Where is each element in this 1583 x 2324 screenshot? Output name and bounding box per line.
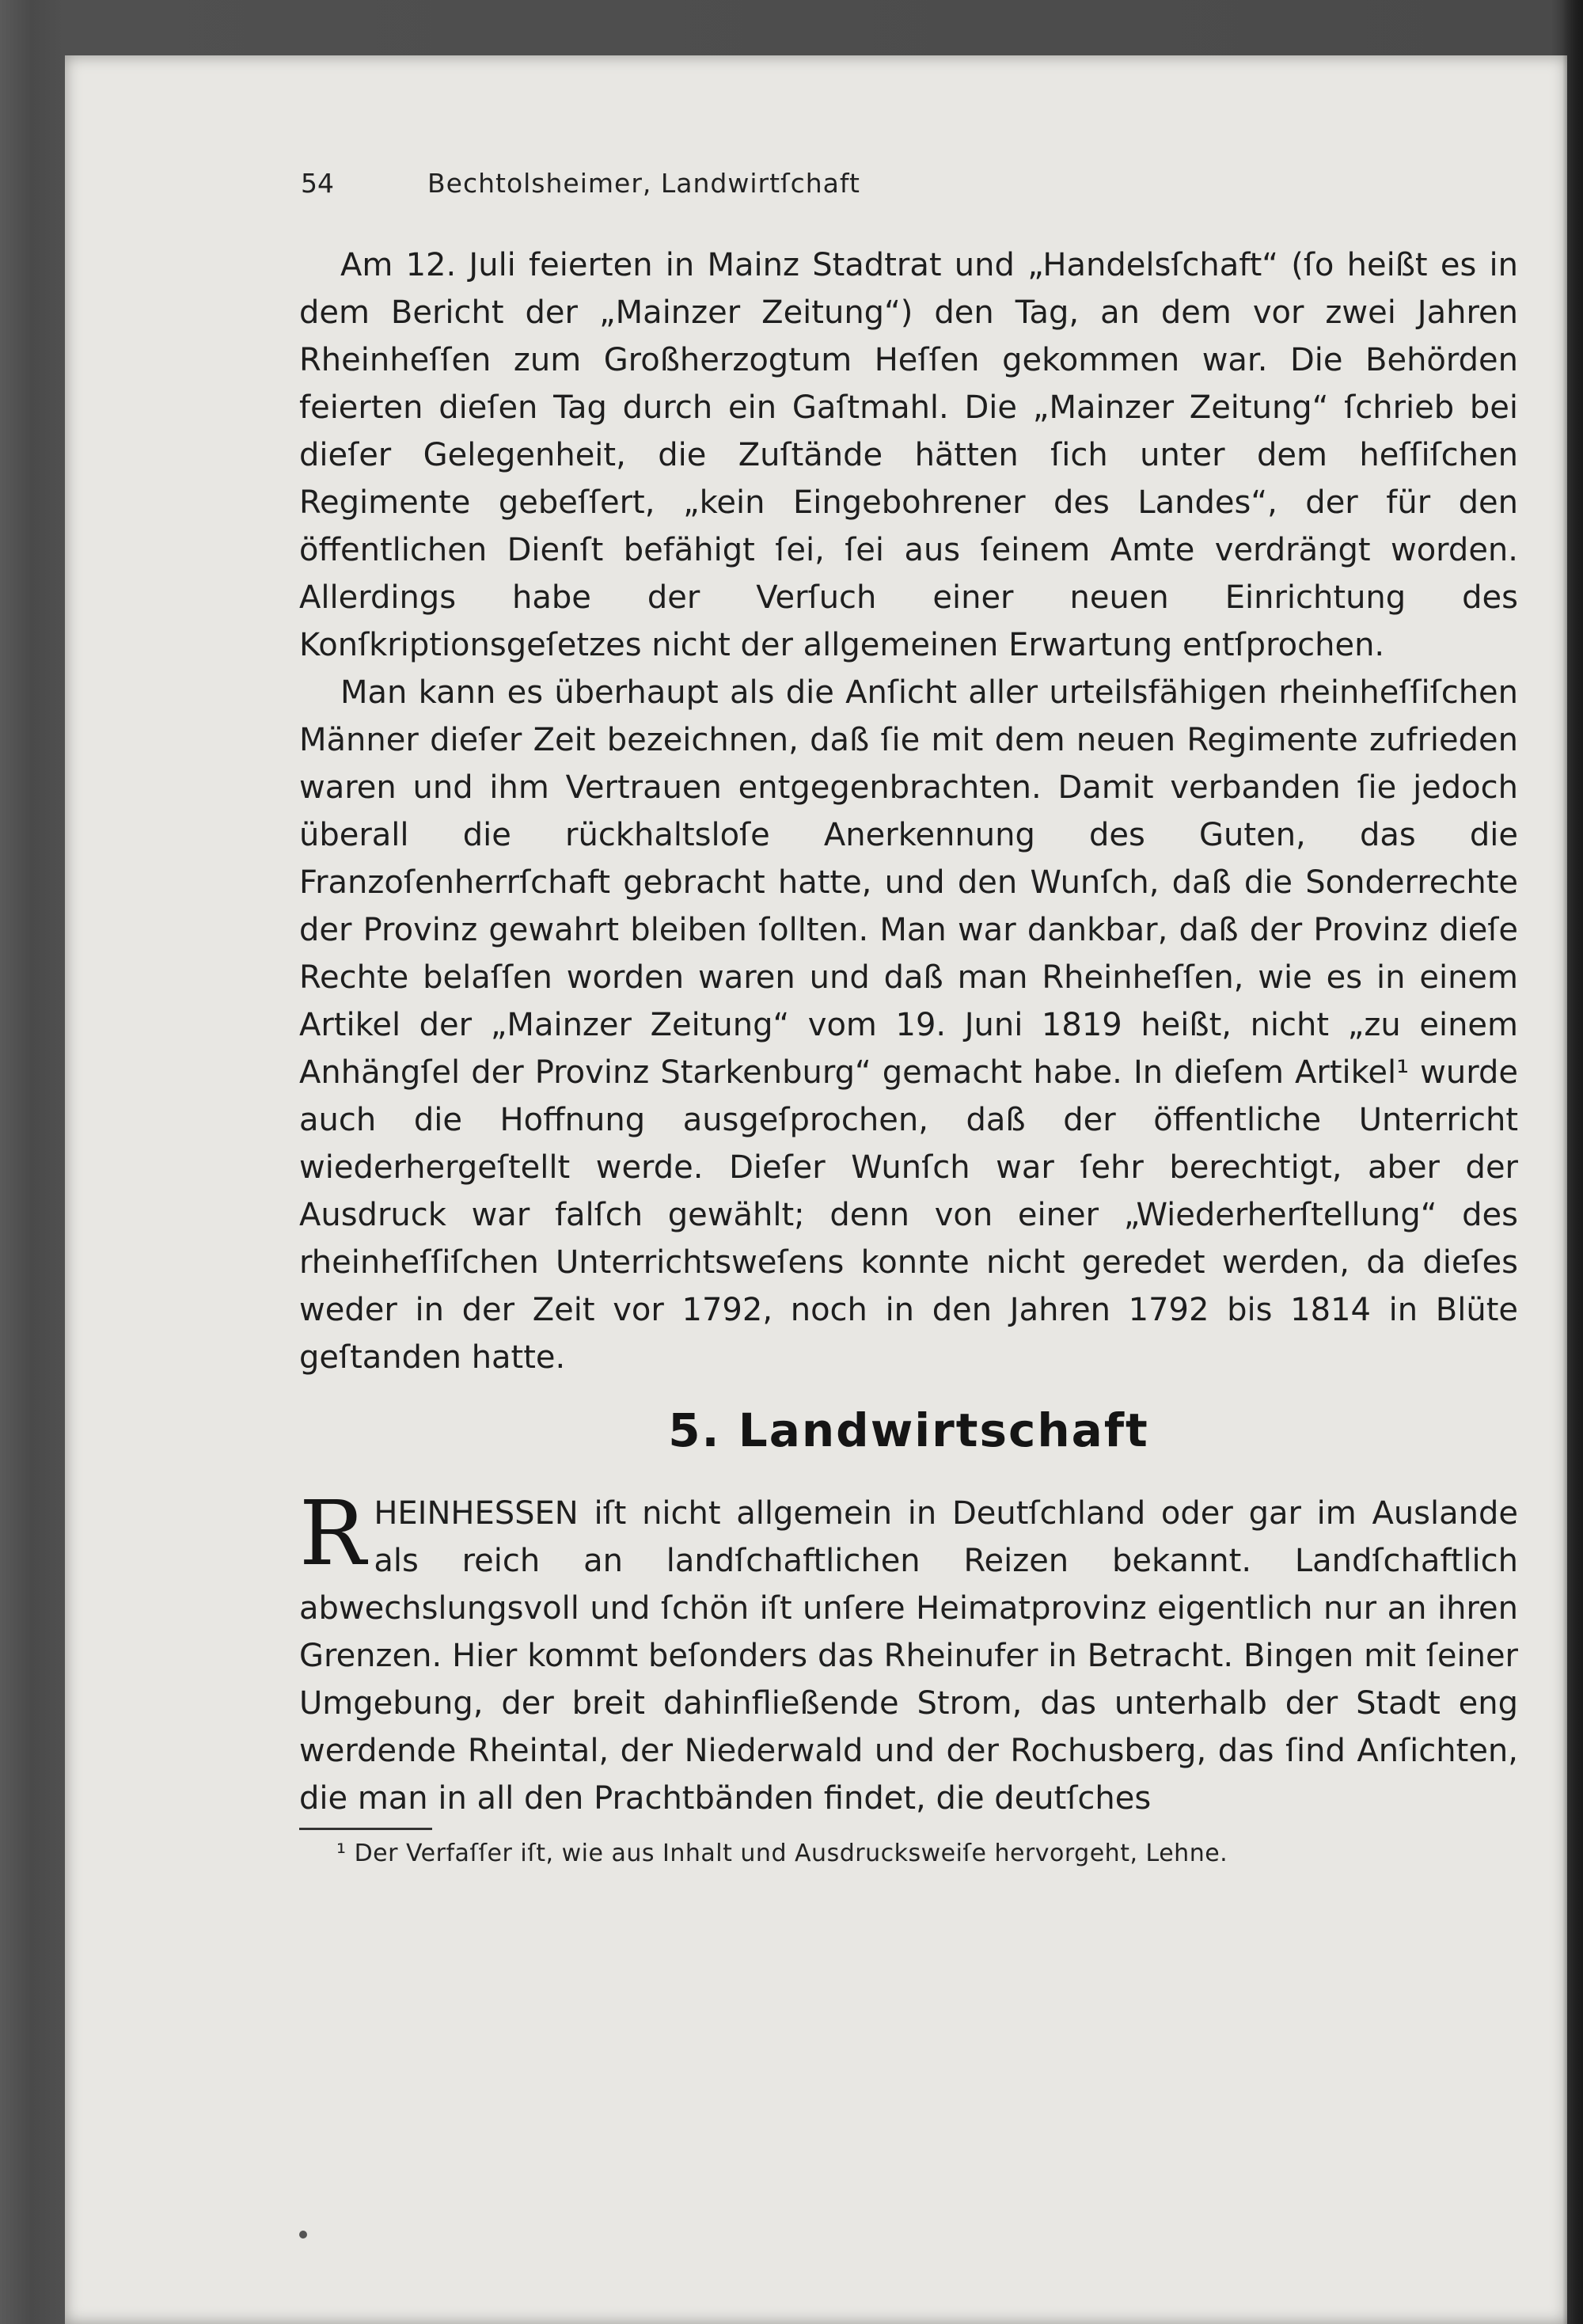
footnote-rule [299,1828,432,1830]
running-title: Bechtolsheimer, Landwirtſchaft [427,168,860,199]
scan-speck [299,2231,307,2239]
drop-cap: R [299,1483,366,1585]
body-text [299,241,1518,1381]
section-text: iſt nicht allgemein in Deutſchland oder gar im Auslande als reich an landſchaftlichen Reizen bekannt. Landſchaftlich abwechslungsvoll und ſchön iſt unſere Heimatprovinz eigentlich nur an ihren Grenzen. Hier kommt beſonders das Rheinufer in Betracht. Bingen mit ſeiner Umgebung, der breit dahinfließende Strom, das unterhalb der Stadt eng werdende Rheintal, der Niederwald und der Rochusberg, das ſind Anſichten, die man in all den Prachtbänden findet, die deutſches [299,1495,1518,1817]
page-header [301,168,1520,212]
section-paragraph [299,1483,1518,1822]
section-heading: 5. Landwirtschaft [668,1403,1149,1457]
footnote: ¹ Der Verfaſſer iſt, wie aus Inhalt und Ausdrucksweiſe hervorgeht, Lehne. [336,1840,1228,1867]
paragraph-1: Am 12. Juli feierten in Mainz Stadtrat und „Handelsſchaft“ (ſo heißt es in dem Bericht der „Mainzer Zeitung“) den Tag, an dem vor zwei Jahren Rheinheſſen zum Großherzogtum Heſſen gekommen war. Die Behörden feierten dieſen Tag durch ein Gaſtmahl. Die „Mainzer Zeitung“ ſchrieb bei dieſer Gelegenheit, die Zuſtände hätten ſich unter dem heſſiſchen Regimente gebeſſert, „kein Eingebohrener des Landes“, der für den öffentlichen Dienſt befähigt ſei, ſei aus ſeinem Amte verdrängt worden. Allerdings habe der Verſuch einer neuen Einrichtung des Konſkriptionsgeſetzes nicht der allgemeinen Erwartung entſprochen. [299,247,1518,663]
page-number: 54 [301,168,334,199]
page-edge-shadow [1562,0,1583,2324]
paragraph-2: Man kann es überhaupt als die Anſicht aller urteilsfähigen rheinheſſiſchen Männer dieſer Zeit bezeichnen, daß ſie mit dem neuen Regimente zufrieden waren und ihm Vertrauen entgegenbrachten. Damit verbanden ſie jedoch überall die rückhaltsloſe Anerkennung des Guten, das die Franzoſenherrſchaft gebracht hatte, und den Wunſch, daß die Sonderrechte der Provinz gewahrt bleiben ſollten. Man war dankbar, daß der Provinz dieſe Rechte belaſſen worden waren und daß man Rheinheſſen, wie es in einem Artikel der „Mainzer Zeitung“ vom 19. Juni 1819 heißt, nicht „zu einem Anhängſel der Provinz Starkenburg“ gemacht habe. In dieſem Artikel¹ wurde auch die Hoffnung ausgeſprochen, daß der öffentliche Unterricht wiederhergeſtellt werde. Dieſer Wunſch war ſehr berechtigt, aber der Ausdruck war falſch gewählt; denn von einer „Wiederherſtellung“ des rheinheſſiſchen Unterrichtsweſens konnte nicht geredet werden, da dieſes weder in der Zeit vor 1792, noch in den Jahren 1792 bis 1814 in Blüte geſtanden hatte. [299,674,1518,1376]
lead-caps: HEINHESSEN [374,1495,579,1532]
